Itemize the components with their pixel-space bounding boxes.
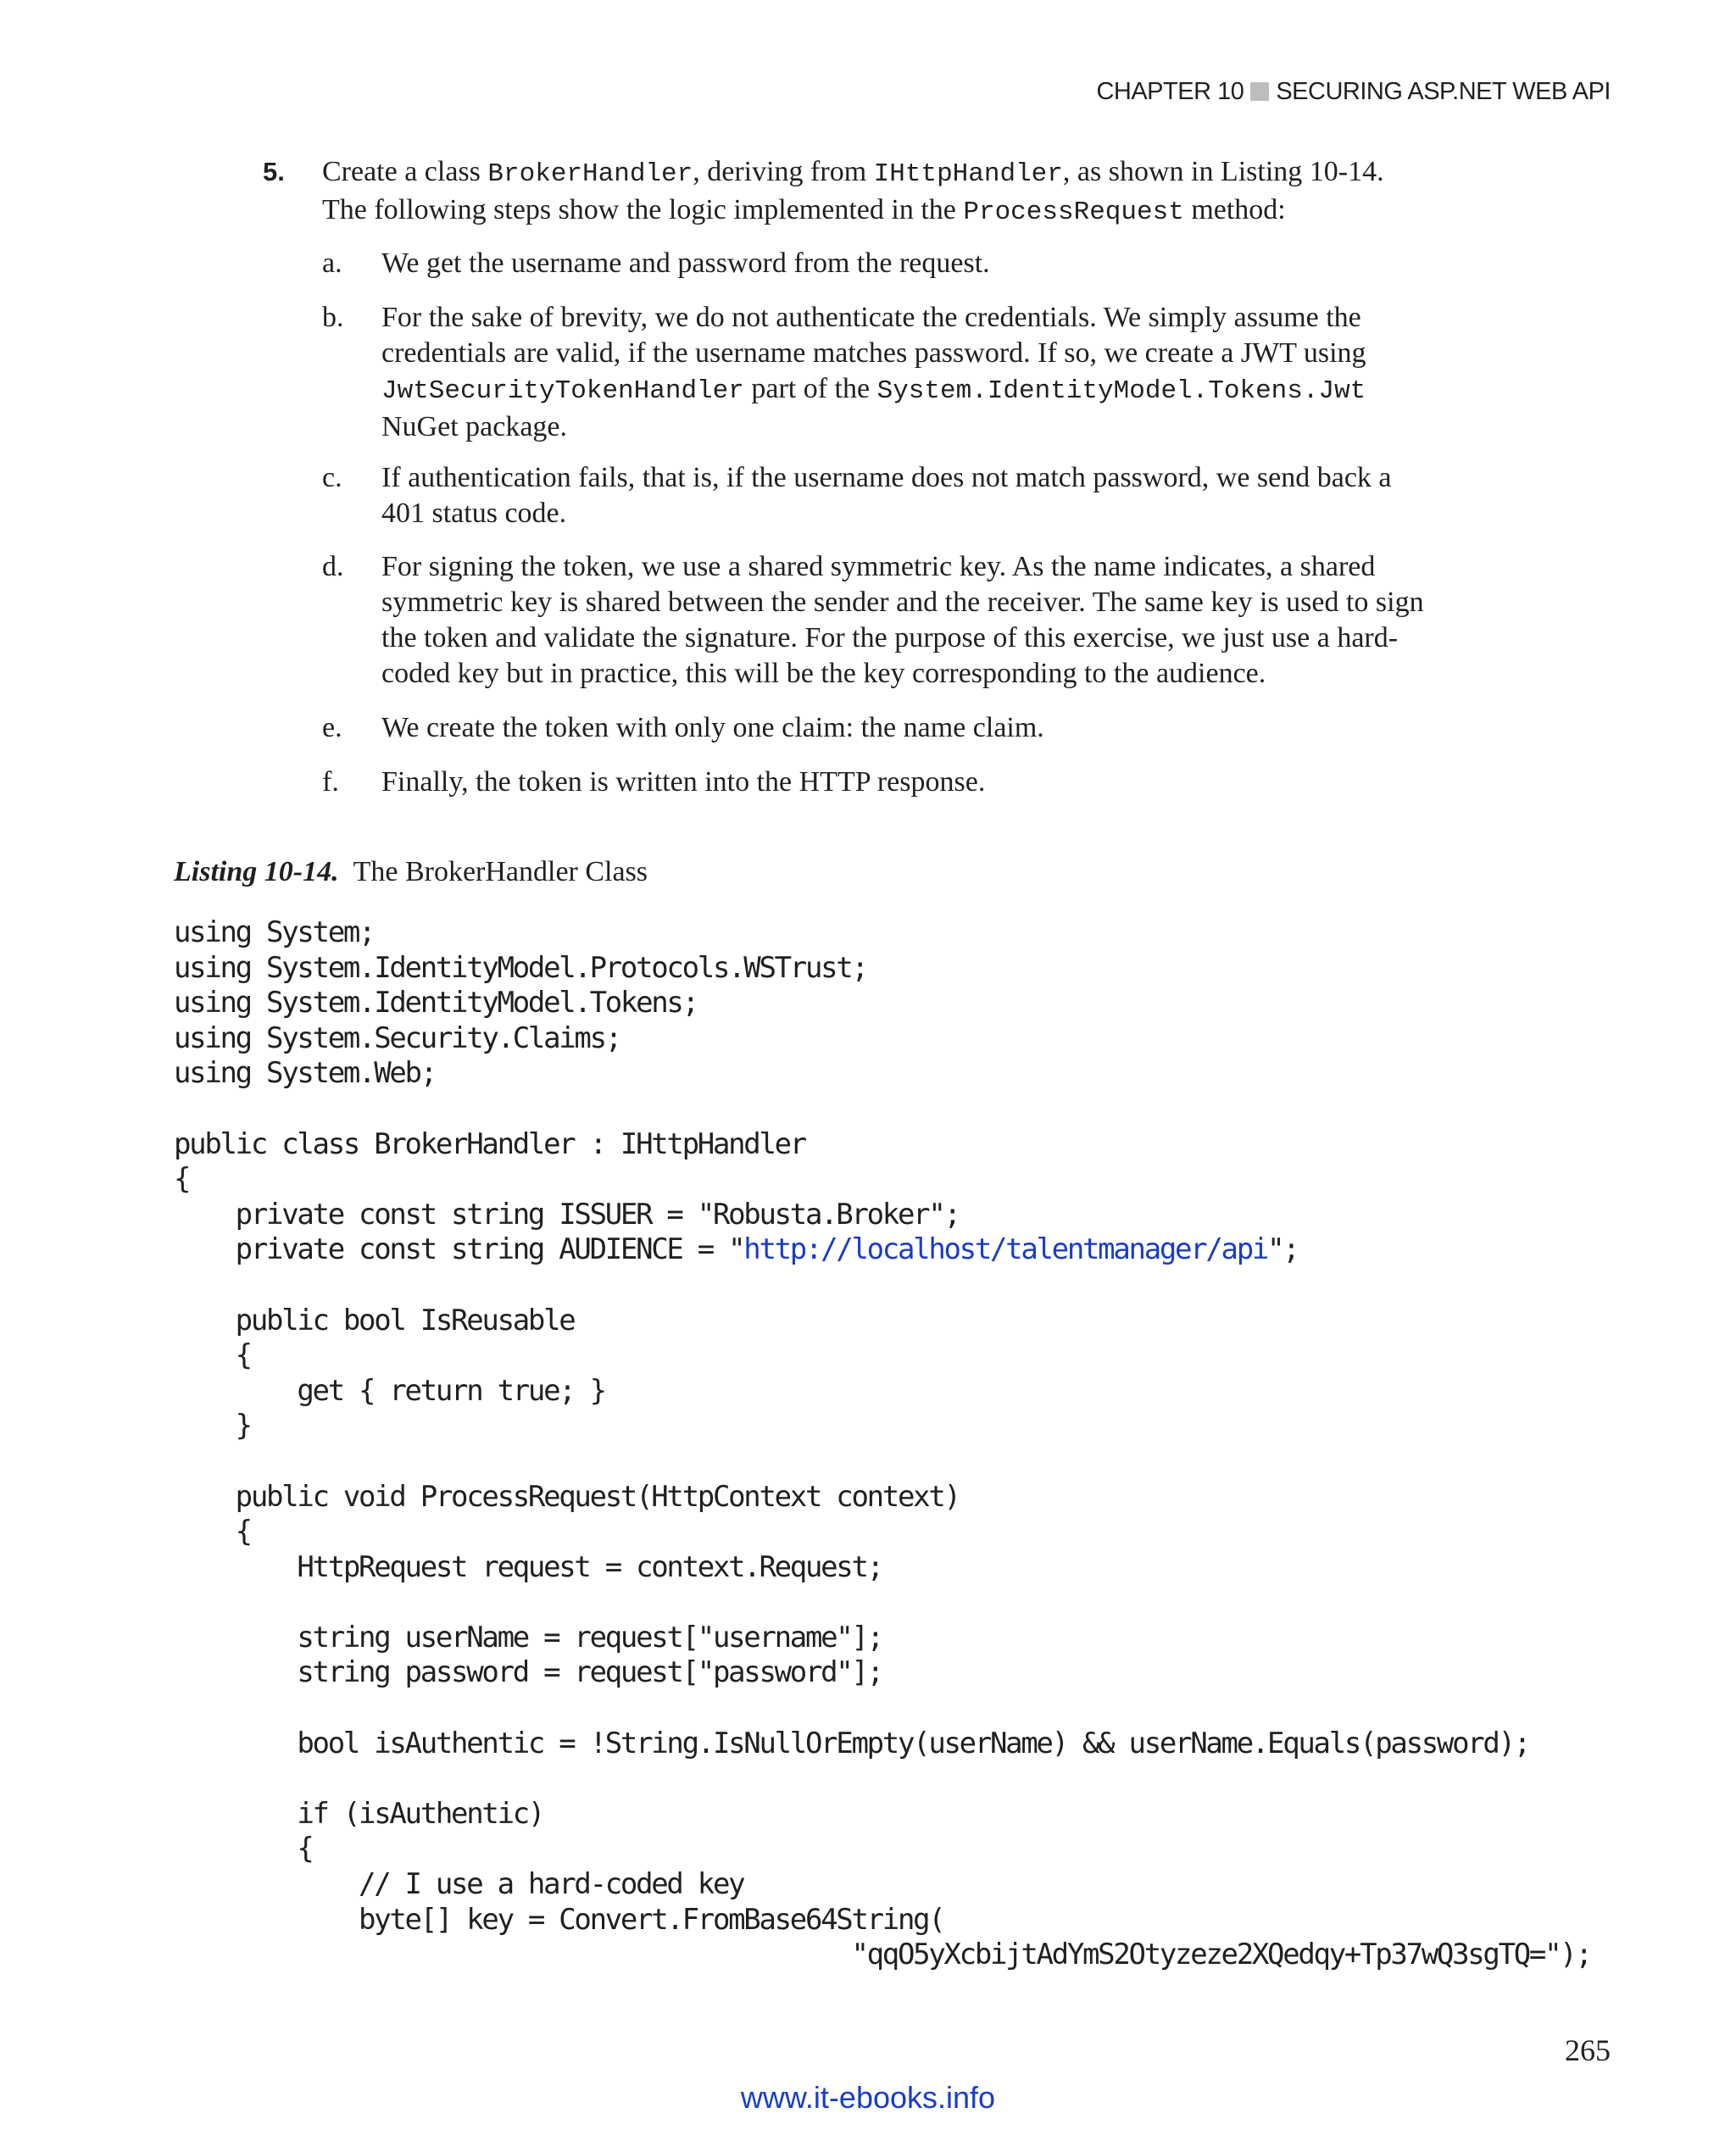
- step-text-part: The following steps show the logic implemented in the: [322, 194, 964, 225]
- substep-d: [322, 549, 1441, 692]
- substep-letter: f.: [322, 766, 339, 798]
- inline-code: BrokerHandler: [487, 159, 693, 189]
- running-header: [1096, 78, 1611, 106]
- substep-c: [322, 460, 1441, 531]
- substep-letter: a.: [322, 247, 342, 279]
- substep-letter: e.: [322, 712, 342, 743]
- code-block: "; public bool IsReusable { get { return true; } } public void ProcessRequest(HttpContext context) { HttpRequest request = context.Request; string userName = request["username"]; string password = request["password"]; bool isAuthentic = !String.IsNullOrEmpty(userName) && userName.Equals(password); if (isAuthentic) { // I use a hard-coded key byte[] key = Convert.FromBase64String( "qqO5yXcbijtAdYmS2Otyzeze2XQedqy+Tp37wQ3sgTQ=");: [235, 1232, 1591, 1972]
- substep-text-part: part of the: [743, 373, 877, 404]
- substep-letter: d.: [322, 551, 344, 582]
- page-number: 265: [1565, 2033, 1611, 2067]
- listing-label: Listing 10-14.: [174, 856, 339, 887]
- step-5: [263, 154, 1449, 231]
- substep-a: [322, 246, 1441, 281]
- inline-code: System.IdentityModel.Tokens.Jwt: [876, 376, 1366, 406]
- inline-code: ProcessRequest: [963, 197, 1184, 227]
- audience-url: http://localhost/talentmanager/api: [743, 1232, 1268, 1267]
- substep-text: [381, 300, 1441, 445]
- substep-e: [322, 710, 1441, 746]
- chapter-title: SECURING ASP.NET WEB API: [1276, 78, 1611, 105]
- separator-square-icon: [1250, 82, 1269, 101]
- substep-text: We get the username and password from the request.: [381, 247, 990, 279]
- step-text: [322, 154, 1449, 231]
- step-text-part: Create a class: [322, 156, 488, 187]
- footer-link[interactable]: www.it-ebooks.info: [740, 2080, 996, 2115]
- step-text-part: method:: [1183, 194, 1286, 225]
- substep-text-part: For the sake of brevity, we do not authenticate the credentials. We simply assume the credentials are valid, if the username matches password. If so, we create a JWT using: [381, 302, 1366, 369]
- listing-title: The BrokerHandler Class: [353, 856, 648, 887]
- chapter-label: CHAPTER 10: [1096, 78, 1244, 105]
- substep-text: For signing the token, we use a shared symmetric key. As the name indicates, a shared symmetric key is shared between the sender and the receiver. The same key is used to sign the token and validate the signature. For the purpose of this exercise, we just use a hard-coded key but in practice, this will be the key corresponding to the audience.: [381, 551, 1424, 689]
- listing-caption: [174, 856, 648, 888]
- substep-text-part: NuGet package.: [381, 411, 568, 442]
- code-block: using System; using System.IdentityModel.Protocols.WSTrust; using System.IdentityModel.Tokens; using System.Security.Claims; using System.Web; public class BrokerHandler : IHttpHandler { private const string ISSUER = "Robusta.Broker"; private const string AUDIENCE = ": [174, 915, 960, 1267]
- substep-letter: c.: [322, 462, 342, 493]
- substep-text: We create the token with only one claim: the name claim.: [381, 712, 1044, 743]
- substep-b: [322, 300, 1441, 445]
- inline-code: JwtSecurityTokenHandler: [381, 376, 744, 406]
- substep-text: If authentication fails, that is, if the username does not match password, we send back a 401 status code.: [381, 462, 1392, 529]
- step-text-part: , as shown in Listing 10-14.: [1062, 156, 1384, 187]
- step-text-part: , deriving from: [693, 156, 874, 187]
- inline-code: IHttpHandler: [873, 159, 1063, 189]
- substep-text: Finally, the token is written into the HTTP response.: [381, 766, 986, 798]
- substep-letter: b.: [322, 302, 344, 333]
- code-listing: [174, 915, 1591, 1973]
- step-number: 5.: [263, 157, 285, 186]
- substep-f: [322, 765, 1441, 800]
